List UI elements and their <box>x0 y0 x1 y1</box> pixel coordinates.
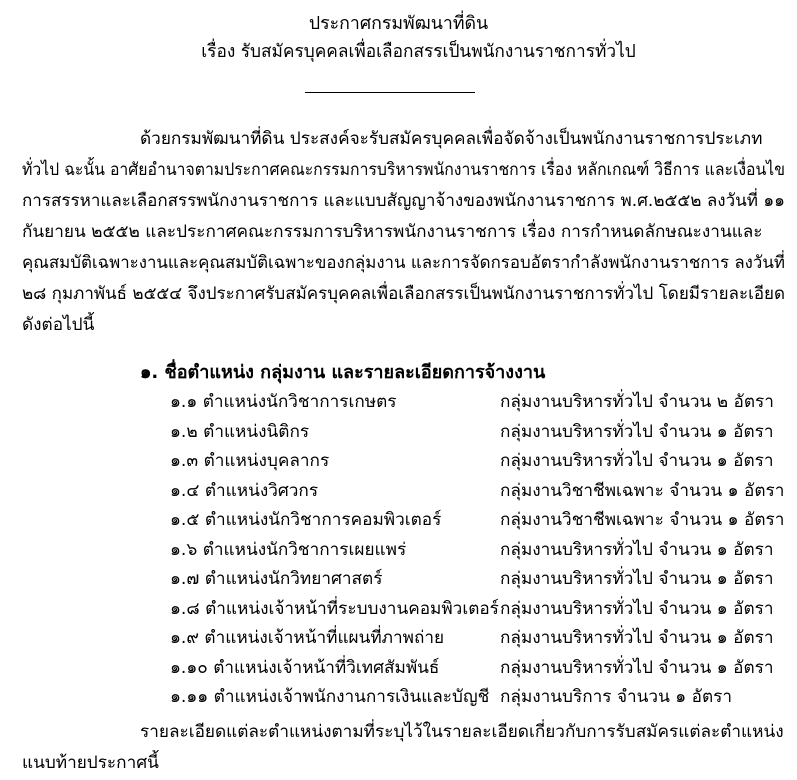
position-group: กลุ่มงานบริหารทั่วไป จำนวน ๑ อัตรา <box>500 421 774 442</box>
position-title: ๑.๑๑ ตำแหน่งเจ้าพนักงานการเงินและบัญชี <box>170 687 490 707</box>
position-group: กลุ่มงานบริหารทั่วไป จำนวน ๑ อัตรา <box>500 598 774 619</box>
position-title: ๑.๗ ตำแหน่งนักวิทยาศาสตร์ <box>170 569 383 589</box>
announcement-title: ประกาศกรมพัฒนาที่ดิน <box>308 13 489 34</box>
intro-line-2: ทั่วไป ฉะนั้น อาศัยอำนาจตามประกาศคณะกรรมการบริหารพนักงานราชการ เรื่อง หลักเกณฑ์ วิธีการ และเงื่อนไข <box>22 160 785 180</box>
intro-line-3: การสรรหาและเลือกสรรพนักงานราชการ และแบบสัญญาจ้างของพนักงานราชการ พ.ศ.๒๕๕๒ ลงวันที่ ๑๑ <box>22 191 785 211</box>
position-row <box>170 653 774 683</box>
position-group: กลุ่มงานวิชาชีพเฉพาะ จำนวน ๑ อัตรา <box>500 480 785 501</box>
position-group: กลุ่มงานบริหารทั่วไป จำนวน ๑ อัตรา <box>500 569 774 589</box>
details-note-line-2: แนบท้ายประกาศนี้ <box>22 753 159 773</box>
announcement-subject: เรื่อง รับสมัครบุคคลเพื่อเลือกสรรเป็นพนักงานราชการทั่วไป <box>201 41 636 62</box>
position-row <box>170 387 774 417</box>
position-row <box>170 446 774 476</box>
position-group: กลุ่มงานบริหารทั่วไป จำนวน ๑ อัตรา <box>500 539 774 560</box>
position-group: กลุ่มงานบริหารทั่วไป จำนวน ๑ อัตรา <box>500 657 774 678</box>
position-title: ๑.๒ ตำแหน่งนิติกร <box>170 421 310 442</box>
position-group: กลุ่มงานบริการ จำนวน ๑ อัตรา <box>500 687 733 707</box>
position-title: ๑.๙ ตำแหน่งเจ้าหน้าที่แผนที่ภาพถ่าย <box>170 628 445 648</box>
position-row <box>170 682 770 712</box>
position-title: ๑.๓ ตำแหน่งบุคลากร <box>170 451 330 471</box>
position-title: ๑.๕ ตำแหน่งนักวิชาการคอมพิวเตอร์ <box>170 510 442 530</box>
intro-line-7: ดังต่อไปนี้ <box>22 315 95 335</box>
position-title: ๑.๖ ตำแหน่งนักวิชาการเผยแพร่ <box>170 539 407 560</box>
intro-line-4: กันยายน ๒๕๕๒ และประกาศคณะกรรมการบริหารพนักงานราชการ เรื่อง การกำหนดลักษณะงานและ <box>22 222 763 242</box>
position-title: ๑.๔ ตำแหน่งวิศวกร <box>170 480 319 501</box>
intro-line-1: ด้วยกรมพัฒนาที่ดิน ประสงค์จะรับสมัครบุคคลเพื่อจัดจ้างเป็นพนักงานราชการประเภท <box>140 129 763 149</box>
position-group: กลุ่มงานบริหารทั่วไป จำนวน ๑ อัตรา <box>500 451 774 471</box>
position-row <box>170 535 774 565</box>
section-1-heading: ๑. ชื่อตำแหน่ง กลุ่มงาน และรายละเอียดการจ้างงาน <box>140 362 546 383</box>
position-group: กลุ่มงานบริหารทั่วไป จำนวน ๒ อัตรา <box>500 392 774 412</box>
position-row <box>170 417 774 447</box>
position-title: ๑.๑๐ ตำแหน่งเจ้าหน้าที่วิเทศสัมพันธ์ <box>170 657 440 678</box>
position-list <box>170 387 785 712</box>
position-row <box>170 594 774 624</box>
intro-line-6: ๒๘ กุมภาพันธ์ ๒๕๕๔ จึงประกาศรับสมัครบุคคลเพื่อเลือกสรรเป็นพนักงานราชการทั่วไป โดยมีรายละเอียด <box>22 284 786 304</box>
position-title: ๑.๘ ตำแหน่งเจ้าหน้าที่ระบบงานคอมพิวเตอร์ <box>170 598 499 619</box>
intro-line-5: คุณสมบัติเฉพาะงานและคุณสมบัติเฉพาะของกลุ่มงาน และการจัดกรอบอัตรากำลังพนักงานราชการ ลงวันที่ <box>22 253 785 273</box>
position-group: กลุ่มงานวิชาชีพเฉพาะ จำนวน ๑ อัตรา <box>500 510 785 530</box>
details-note-line-1: รายละเอียดแต่ละตำแหน่งตามที่ระบุไว้ในรายละเอียดเกี่ยวกับการรับสมัครแต่ละตำแหน่ง <box>140 722 784 742</box>
position-group: กลุ่มงานบริหารทั่วไป จำนวน ๑ อัตรา <box>500 628 774 648</box>
position-row <box>170 476 785 506</box>
position-row <box>170 505 785 535</box>
position-row <box>170 623 774 653</box>
position-title: ๑.๑ ตำแหน่งนักวิชาการเกษตร <box>170 392 397 412</box>
title-underline <box>305 92 475 93</box>
position-row <box>170 564 774 594</box>
